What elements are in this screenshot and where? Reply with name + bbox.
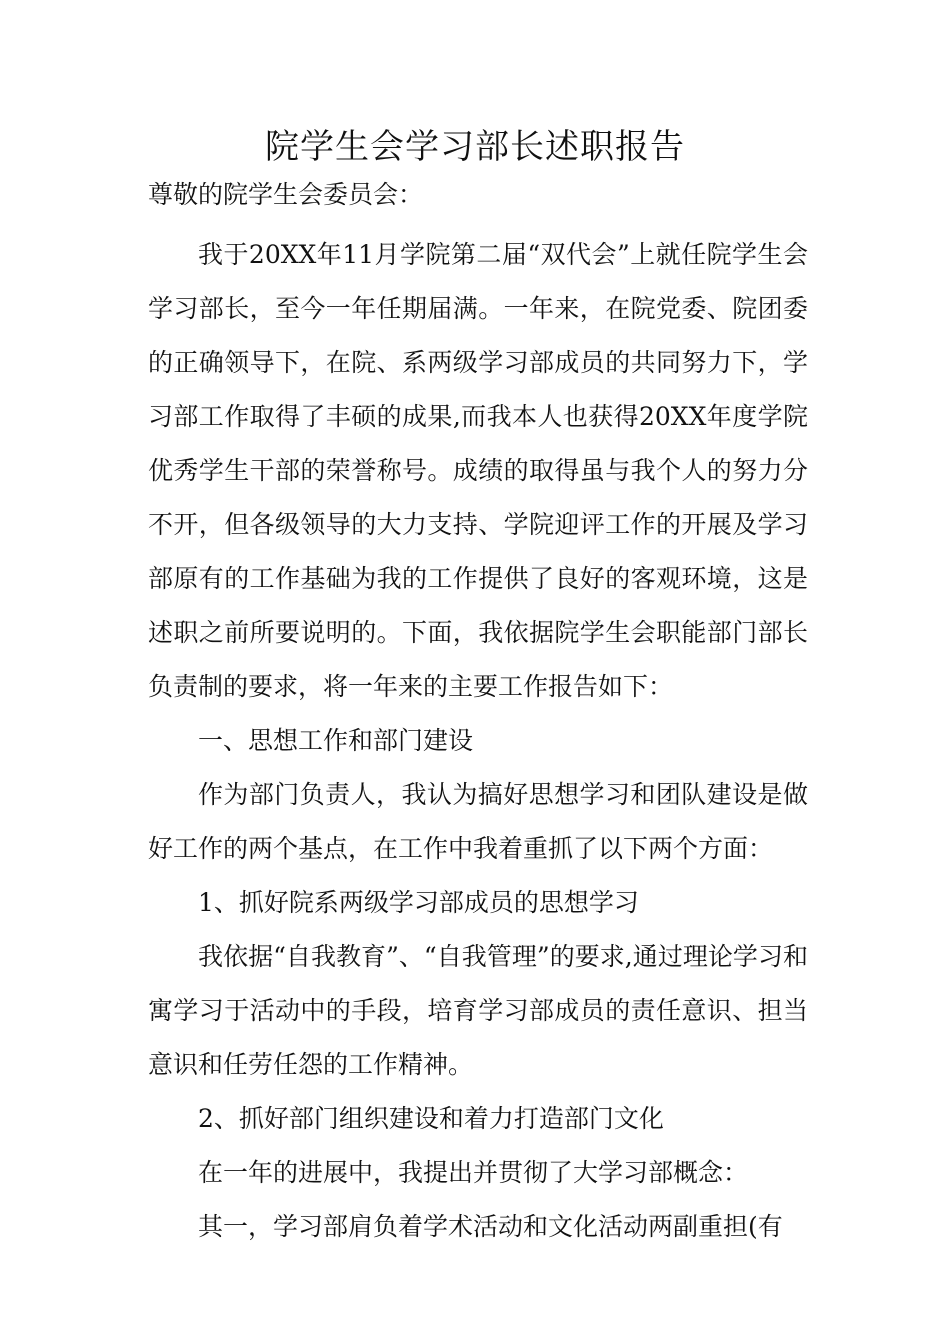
paragraph-subsection-2: 在一年的进展中，我提出并贯彻了大学习部概念： <box>198 1158 749 1187</box>
subheading-2: 2、抓好部门组织建设和着力打造部门文化 <box>198 1104 664 1133</box>
document-title: 院学生会学习部长述职报告 <box>265 127 685 167</box>
paragraph-subsection-1: 我依据“自我教育”、“自我管理”的要求,通过理论学习和寓学习于活动中的手段，培育学习部成员的责任意识、担当意识和任劳任怨的工作精神。 <box>148 942 808 1079</box>
paragraph-point-1: 其一，学习部肩负着学术活动和文化活动两副重担(有 <box>198 1212 783 1241</box>
section-heading-1: 一、思想工作和部门建设 <box>198 726 474 755</box>
paragraph-section-1: 作为部门负责人，我认为搞好思想学习和团队建设是做好工作的两个基点，在工作中我着重抓了以下两个方面： <box>148 780 808 863</box>
salutation: 尊敬的院学生会委员会： <box>148 180 424 209</box>
document-body <box>148 174 808 1254</box>
paragraph-intro: 我于20XX年11月学院第二届“双代会”上就任院学生会学习部长，至今一年任期届满。一年来，在院党委、院团委的正确领导下，在院、系两级学习部成员的共同努力下，学习部工作取得了丰硕的成果,而我本人也获得20XX年度学院优秀学生干部的荣誉称号。成绩的取得虽与我个人的努力分不开，但各级领导的大力支持、学院迎评工作的开展及学习部原有的工作基础为我的工作提供了良好的客观环境，这是述职之前所要说明的。下面，我依据院学生会职能部门部长负责制的要求，将一年来的主要工作报告如下： <box>148 240 808 701</box>
subheading-1: 1、抓好院系两级学习部成员的思想学习 <box>198 888 639 917</box>
